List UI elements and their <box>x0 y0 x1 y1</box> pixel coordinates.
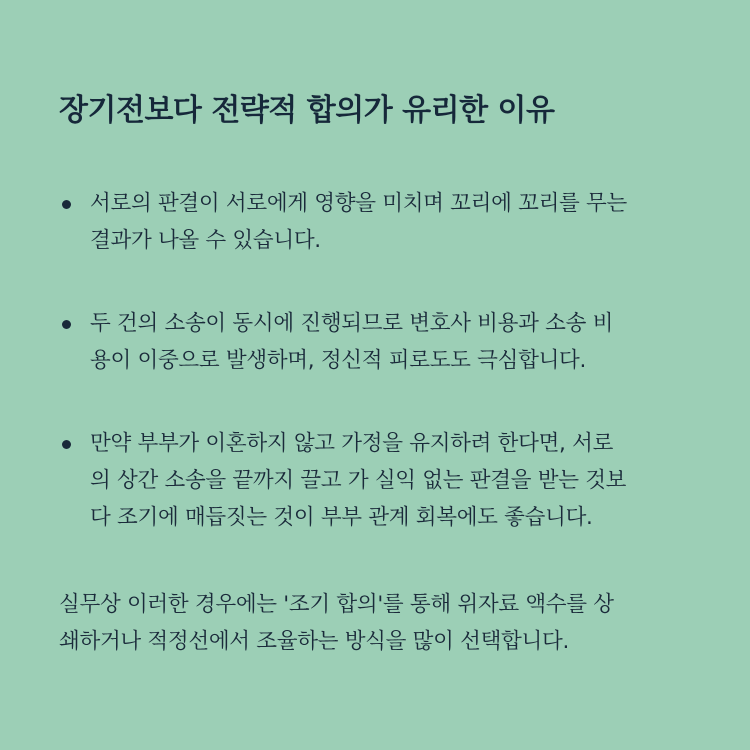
closing-paragraph <box>59 586 709 660</box>
text-line: 서로의 판결이 서로에게 영향을 미치며 꼬리에 꼬리를 무는 <box>90 191 627 216</box>
bullet-dot-icon <box>62 200 71 209</box>
text-line: 다 조기에 매듭짓는 것이 부부 관계 회복에도 좋습니다. <box>90 505 593 530</box>
bullet-text <box>90 185 699 259</box>
list-item <box>59 185 699 259</box>
page-title: 장기전보다 전략적 합의가 유리한 이유 <box>59 93 555 128</box>
bullet-dot-icon <box>62 440 71 449</box>
list-item <box>59 425 699 536</box>
text-line: 쇄하거나 적정선에서 조율하는 방식을 많이 선택합니다. <box>59 629 569 654</box>
text-line: 용이 이중으로 발생하며, 정신적 피로도도 극심합니다. <box>90 348 587 373</box>
text-line: 실무상 이러한 경우에는 '조기 합의'를 통해 위자료 액수를 상 <box>59 592 614 617</box>
text-line: 의 상간 소송을 끝까지 끌고 가 실익 없는 판결을 받는 것보 <box>90 468 627 493</box>
text-line: 만약 부부가 이혼하지 않고 가정을 유지하려 한다면, 서로 <box>90 431 614 456</box>
bullet-text <box>90 425 699 536</box>
bullet-text <box>90 305 699 379</box>
list-item <box>59 305 699 379</box>
text-line: 결과가 나올 수 있습니다. <box>90 228 321 253</box>
text-line: 두 건의 소송이 동시에 진행되므로 변호사 비용과 소송 비 <box>90 311 614 336</box>
bullet-list <box>59 185 699 536</box>
bullet-dot-icon <box>62 320 71 329</box>
